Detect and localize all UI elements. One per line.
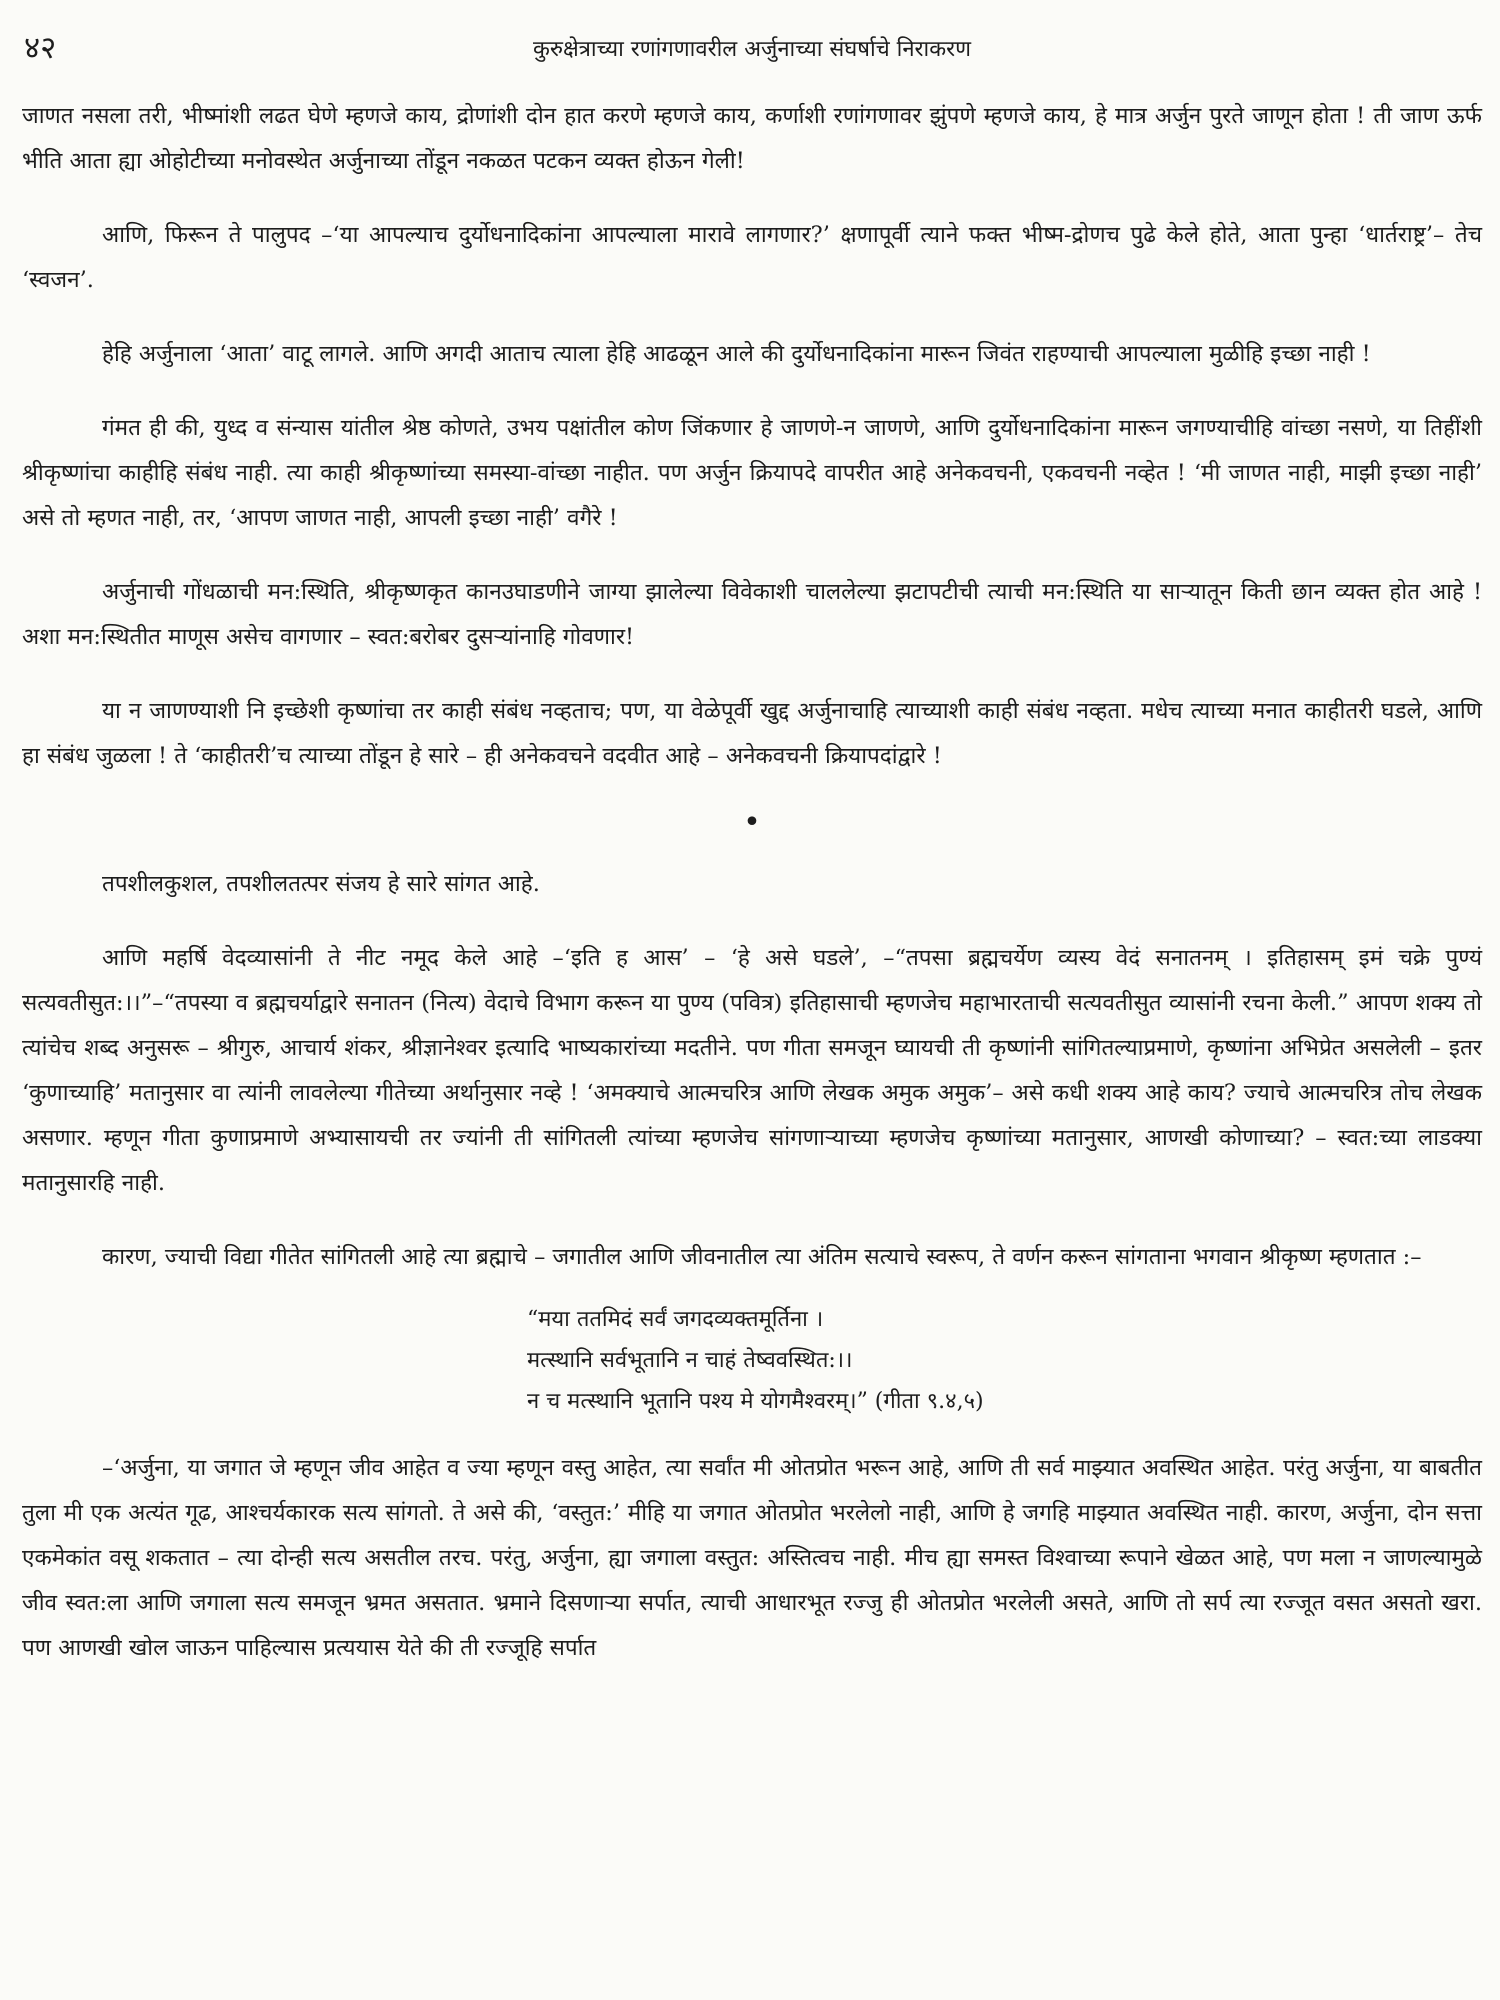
verse-line-3: न च मत्स्थानि भूतानि पश्य मे योगमैश्वरम्।” (गीता ९.४,५) bbox=[527, 1389, 984, 1414]
page-number: ४२ bbox=[24, 30, 57, 66]
paragraph-3: हेहि अर्जुनाला ‘आता’ वाटू लागले. आणि अगदी आताच त्याला हेहि आढळून आले की दुर्योधनादिकांना मारून जिवंत राहण्याची आपल्याला मुळीहि इच्छा नाही ! bbox=[102, 341, 1371, 367]
section-break-dot: • bbox=[743, 805, 761, 840]
paragraph-4: गंमत ही की, युध्द व संन्यास यांतील श्रेष्ठ कोणते, उभय पक्षांतील कोण जिंकणार हे जाणणे-न जाणणे, आणि दुर्योधनादिकांना मारून जगण्याचीहि वांच्छा नसणे, या तिहींशी श्रीकृष्णांचा काहीहि संबंध नाही. त्या काही श्रीकृष्णांच्या समस्या-वांच्छा नाहीत. पण अर्जुन क्रियापदे वापरीत आहे अनेकवचनी, एकवचनी नव्हेत ! ‘मी जाणत नाही, माझी इच्छा नाही’ असे तो म्हणत नाही, तर, ‘आपण जाणत नाही, आपली इच्छा नाही’ वगैरे ! bbox=[22, 415, 1482, 531]
paragraph-5: अर्जुनाची गोंधळाची मन:स्थिति, श्रीकृष्णकृत कानउघाडणीने जाग्या झालेल्या विवेकाशी चाललेल्या झटापटीची त्याची मन:स्थिति या साऱ्यातून किती छान व्यक्त होत आहे ! अशा मन:स्थितीत माणूस असेच वागणार – स्वत:बरोबर दुसऱ्यांनाहि गोवणार! bbox=[22, 579, 1482, 650]
paragraph-9: कारण, ज्याची विद्या गीतेत सांगितली आहे त्या ब्रह्माचे – जगातील आणि जीवनातील त्या अंतिम सत्याचे स्वरूप, ते वर्णन करून सांगताना भगवान श्रीकृष्ण म्हणतात :– bbox=[102, 1244, 1422, 1270]
page-header bbox=[22, 24, 1482, 94]
paragraph-10: –‘अर्जुना, या जगात जे म्हणून जीव आहेत व ज्या म्हणून वस्तु आहेत, त्या सर्वांत मी ओतप्रोत भरून आहे, आणि ती सर्व माझ्यात अवस्थित आहेत. परंतु अर्जुना, या बाबतीत तुला मी एक अत्यंत गूढ, आश्चर्यकारक सत्य सांगतो. ते असे की, ‘वस्तुत:’ मीहि या जगात ओतप्रोत भरलेलो नाही, आणि हे जगहि माझ्यात अवस्थित नाही. कारण, अर्जुना, दोन सत्ता एकमेकांत वसू शकतात – त्या दोन्ही सत्य असतील तरच. परंतु, अर्जुना, ह्या जगाला वस्तुत: अस्तित्वच नाही. मीच ह्या समस्त विश्वाच्या रूपाने खेळत आहे, पण मला न जाणल्यामुळे जीव स्वत:ला आणि जगाला सत्य समजून भ्रमत असतात. भ्रमाने दिसणाऱ्या सर्पात, त्याची आधारभूत रज्जु ही ओतप्रोत भरलेली असते, आणि तो सर्प त्या रज्जूत वसत असतो खरा. पण आणखी खोल जाऊन पाहिल्यास प्रत्ययास येते की ती रज्जूहि सर्पात bbox=[22, 1455, 1482, 1661]
paragraph-1: जाणत नसला तरी, भीष्मांशी लढत घेणे म्हणजे काय, द्रोणांशी दोन हात करणे म्हणजे काय, कर्णाशी रणांगणावर झुंपणे म्हणजे काय, हे मात्र अर्जुन पुरते जाणून होता ! ती जाण ऊर्फ भीति आता ह्या ओहोटीच्या मनोवस्थेत अर्जुनाच्या तोंडून नकळत पटकन व्यक्त होऊन गेली! bbox=[22, 103, 1482, 174]
verse-line-2: मत्स्थानि सर्वभूतानि न चाहं तेष्ववस्थित:।। bbox=[527, 1348, 853, 1373]
paragraph-8: आणि महर्षि वेदव्यासांनी ते नीट नमूद केले आहे –‘इति ह आस’ – ‘हे असे घडले’, –“तपसा ब्रह्मचर्येण व्यस्य वेदं सनातनम् । इतिहासम् इमं चक्रे पुण्यं सत्यवतीसुत:।।”–“तपस्या व ब्रह्मचर्याद्वारे सनातन (नित्य) वेदाचे विभाग करून या पुण्य (पवित्र) इतिहासाची म्हणजेच महाभारताची सत्यवतीसुत व्यासांनी रचना केली.” आपण शक्य तो त्यांचेच शब्द अनुसरू – श्रीगुरु, आचार्य शंकर, श्रीज्ञानेश्वर इत्यादि भाष्यकारांच्या मदतीने. पण गीता समजून घ्यायची ती कृष्णांनी सांगितल्याप्रमाणे, कृष्णांना अभिप्रेत असलेली – इतर ‘कुणाच्याहि’ मतानुसार वा त्यांनी लावलेल्या गीतेच्या अर्थानुसार नव्हे ! ‘अमक्याचे आत्मचरित्र आणि लेखक अमुक अमुक’– असे कधी शक्य आहे काय? ज्याचे आत्मचरित्र तोच लेखक असणार. म्हणून गीता कुणाप्रमाणे अभ्यासायची तर ज्यांनी ती सांगितली त्यांच्या म्हणजेच सांगणाऱ्याच्या म्हणजेच कृष्णांच्या मतानुसार, आणखी कोणाच्या? – स्वत:च्या लाडक्या मतानुसारहि नाही. bbox=[22, 945, 1483, 1196]
paragraph-2: आणि, फिरून ते पालुपद –‘या आपल्याच दुर्योधनादिकांना आपल्याला मारावे लागणार?’ क्षणापूर्वी त्याने फक्त भीष्म-द्रोणच पुढे केले होते, आता पुन्हा ‘धार्तराष्ट्र’– तेच ‘स्वजन’. bbox=[22, 222, 1482, 293]
running-title: कुरुक्षेत्राच्या रणांगणावरील अर्जुनाच्या संघर्षाचे निराकरण bbox=[532, 37, 972, 62]
book-page bbox=[22, 24, 1482, 1984]
gita-verse bbox=[527, 1299, 1482, 1422]
verse-line-1: “मया ततमिदं सर्वं जगदव्यक्तमूर्तिना । bbox=[527, 1307, 824, 1332]
paragraph-6: या न जाणण्याशी नि इच्छेशी कृष्णांचा तर काही संबंध नव्हताच; पण, या वेळेपूर्वी खुद्द अर्जुनाचाहि त्याच्याशी काही संबंध नव्हता. मधेच त्याच्या मनात काहीतरी घडले, आणि हा संबंध जुळला ! ते ‘काहीतरी’च त्याच्या तोंडून हे सारे – ही अनेकवचने वदवीत आहे – अनेकवचनी क्रियापदांद्वारे ! bbox=[22, 698, 1482, 769]
page-content bbox=[22, 94, 1482, 1671]
paragraph-7: तपशीलकुशल, तपशीलतत्पर संजय हे सारे सांगत आहे. bbox=[102, 871, 540, 897]
